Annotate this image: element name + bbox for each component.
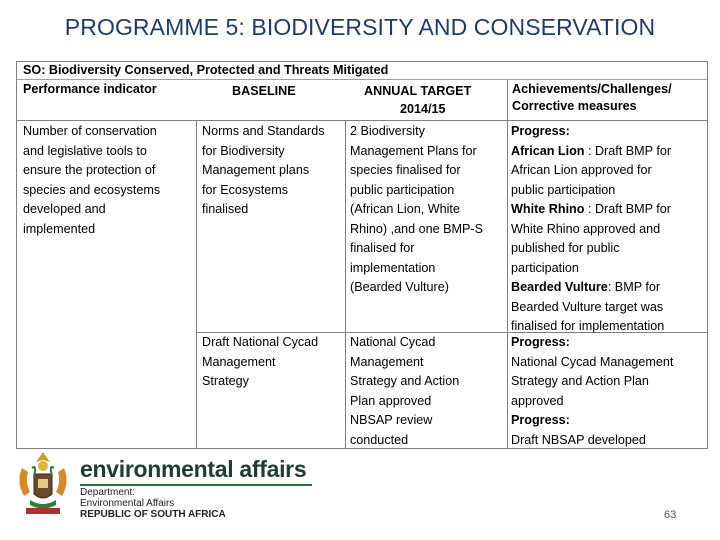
text-line: finalised bbox=[202, 202, 249, 216]
header-baseline: BASELINE bbox=[232, 84, 296, 98]
row2-baseline bbox=[202, 333, 318, 392]
text-line: published for public bbox=[511, 241, 620, 255]
text-line: for Ecosystems bbox=[202, 182, 289, 197]
text-line: participation bbox=[511, 260, 579, 275]
text-line: Norms and Standards bbox=[202, 124, 325, 138]
page-title: PROGRAMME 5: BIODIVERSITY AND CONSERVATION bbox=[64, 14, 656, 40]
text-line: Rhino) ,and one BMP-S bbox=[350, 221, 484, 236]
coat-of-arms-logo bbox=[12, 448, 74, 520]
header-corrective-measures: Corrective measures bbox=[512, 99, 637, 113]
text-line: Management Plans for bbox=[350, 143, 477, 158]
text-line: Bearded Vulture target was bbox=[511, 299, 664, 314]
progress-label: Progress: bbox=[511, 335, 570, 349]
text-line: Strategy and Action Plan bbox=[511, 374, 649, 388]
text-line: species finalised for bbox=[350, 163, 461, 177]
org-name: environmental affairs bbox=[80, 456, 307, 482]
text-line: finalised for implementation bbox=[511, 319, 665, 333]
white-rhino-line bbox=[511, 200, 671, 220]
text-line: Plan approved bbox=[350, 393, 432, 408]
text-line: : Draft BMP for bbox=[584, 143, 672, 158]
text-line: NBSAP review bbox=[350, 413, 433, 427]
text-line: Number of conservation bbox=[23, 124, 157, 138]
text-line: for Biodiversity bbox=[202, 143, 285, 158]
header-achievements: Achievements/Challenges/ bbox=[512, 82, 672, 96]
text-line: public participation bbox=[511, 182, 616, 197]
country-name: REPUBLIC OF SOUTH AFRICA bbox=[80, 509, 226, 520]
header-annual-target: ANNUAL TARGET bbox=[364, 84, 472, 98]
text-line: (Bearded Vulture) bbox=[350, 280, 449, 294]
progress-label: Progress: bbox=[511, 124, 570, 138]
text-line: developed and bbox=[23, 202, 106, 216]
text-line: Strategy and Action bbox=[350, 374, 460, 388]
text-line: Strategy bbox=[202, 374, 249, 388]
text-line: National Cycad bbox=[350, 335, 436, 349]
text-line: species and ecosystems bbox=[23, 182, 161, 197]
header-performance-indicator: Performance indicator bbox=[23, 82, 157, 96]
african-lion-line bbox=[511, 142, 671, 162]
page-number: 63 bbox=[664, 509, 677, 521]
table-header-row bbox=[17, 80, 707, 121]
progress-label: Progress: bbox=[511, 413, 570, 427]
text-line: : BMP for bbox=[607, 280, 661, 294]
text-line: implementation bbox=[350, 260, 436, 275]
african-lion-label: African Lion bbox=[511, 143, 585, 158]
text-line: Draft NBSAP developed bbox=[511, 432, 646, 447]
text-line: African Lion approved for bbox=[511, 163, 652, 177]
text-line: Management bbox=[350, 354, 424, 369]
row1-achievement bbox=[511, 122, 671, 337]
row2-achievement bbox=[511, 333, 673, 450]
text-line: public participation bbox=[350, 182, 455, 197]
text-line: approved bbox=[511, 393, 564, 408]
text-line: and legislative tools to bbox=[23, 143, 147, 158]
row2-annual-target bbox=[350, 333, 459, 450]
performance-table bbox=[16, 61, 708, 449]
text-line: National Cycad Management bbox=[511, 354, 674, 369]
divider bbox=[80, 484, 312, 486]
text-line: implemented bbox=[23, 221, 96, 236]
text-line: Management bbox=[202, 354, 276, 369]
text-line: : Draft BMP for bbox=[584, 202, 671, 216]
text-line: Draft National Cycad bbox=[202, 335, 319, 349]
department-name: Environmental Affairs bbox=[80, 498, 175, 509]
row1-annual-target bbox=[350, 122, 483, 298]
text-line: (African Lion, White bbox=[350, 202, 460, 216]
bearded-vulture-line bbox=[511, 278, 671, 298]
text-line: finalised for bbox=[350, 241, 415, 255]
text-line: conducted bbox=[350, 432, 409, 447]
table-body bbox=[17, 121, 707, 448]
row1-baseline bbox=[202, 122, 325, 220]
text-line: Management plans bbox=[202, 163, 310, 177]
text-line: ensure the protection of bbox=[23, 163, 156, 177]
strategic-objective-line: SO: Biodiversity Conserved, Protected and Threats Mitigated bbox=[17, 62, 707, 80]
bearded-vulture-label: Bearded Vulture bbox=[511, 280, 608, 294]
department-label: Department: bbox=[80, 487, 136, 498]
text-line: White Rhino approved and bbox=[511, 221, 661, 236]
department-block bbox=[80, 487, 226, 520]
header-annual-target-year: 2014/15 bbox=[400, 102, 446, 116]
row1-indicator bbox=[23, 122, 160, 239]
white-rhino-label: White Rhino bbox=[511, 202, 585, 216]
text-line: 2 Biodiversity bbox=[350, 124, 425, 138]
